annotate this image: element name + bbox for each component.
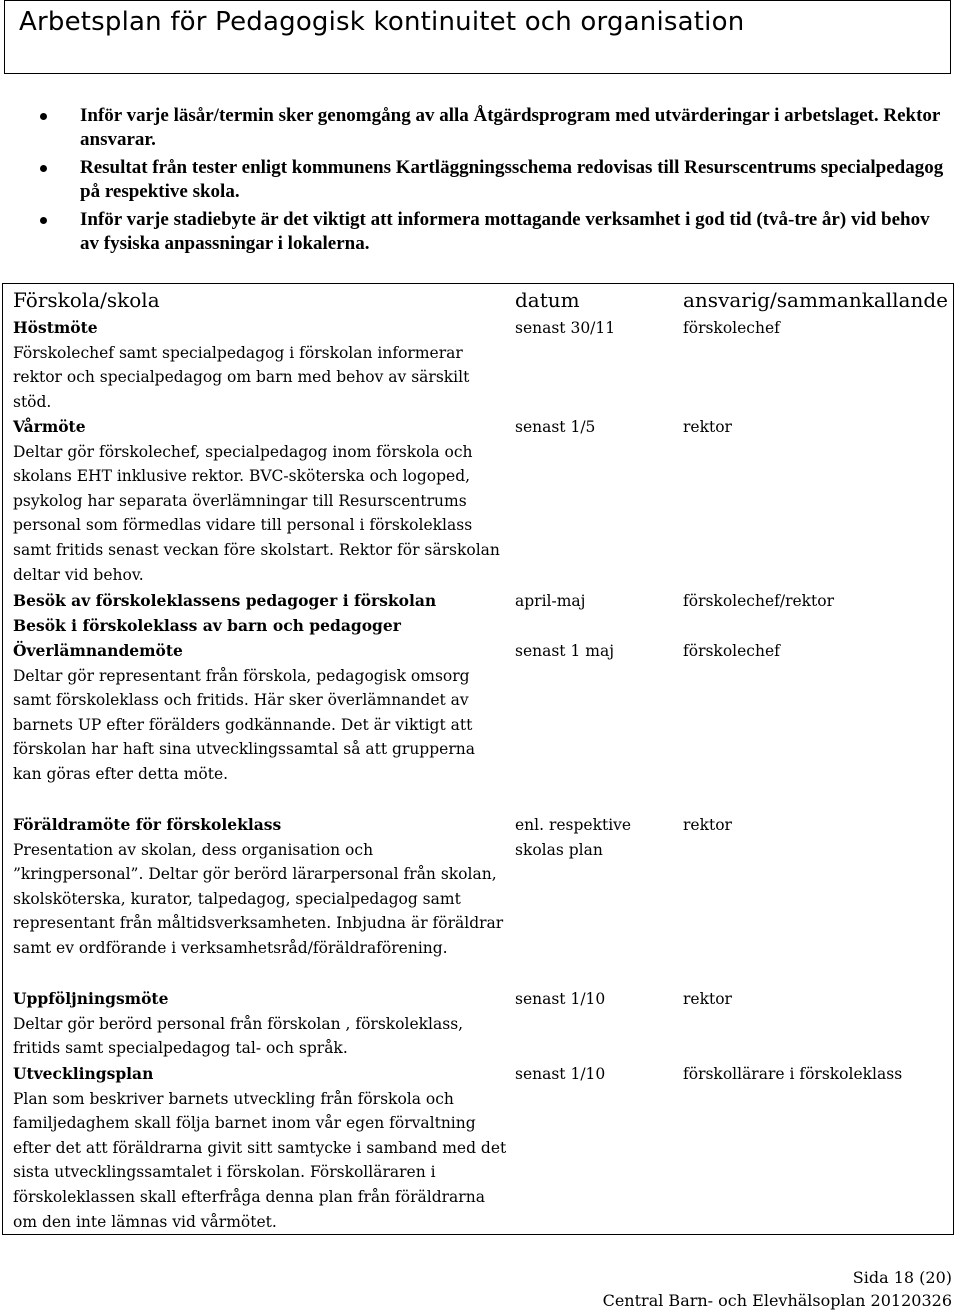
row-description: Förskolechef samt specialpedagog i förskolan informerar rektor och specialpedagog om barn med behov av särskilt stöd.: [13, 343, 470, 411]
page-title: Arbetsplan för Pedagogisk kontinuitet och organisation: [19, 7, 745, 37]
row-date: senast 1/10: [515, 1065, 606, 1083]
row-title: Utvecklingsplan: [13, 1064, 154, 1083]
bullet-item: Inför varje stadiebyte är det viktigt att informera mottagande verksamhet i god tid (två-tre år) vid behov av fysiska anpassningar i lokalerna.: [40, 208, 945, 256]
row-title: Besök av förskoleklassens pedagoger i förskolan: [13, 591, 437, 610]
bullet-icon: [40, 165, 47, 172]
page-number: Sida 18 (20): [852, 1268, 952, 1287]
row-content: [13, 415, 508, 587]
row-description: Deltar gör förskolechef, specialpedagog inom förskola och skolans EHT inklusive rektor. BVC-sköterska och logoped, psykolog har separata överlämningar till Resurscentrums personal som förmedlas vidare till personal i förskoleklass samt fritids senast veckan före skolstart. Rektor för särskolan deltar vid behov.: [13, 442, 500, 584]
column-header-responsible: ansvarig/sammankallande: [683, 288, 948, 312]
row-responsible: förskolechef/rektor: [683, 592, 835, 610]
row-content: [13, 1062, 508, 1234]
row-description: Plan som beskriver barnets utveckling från förskola och familjedaghem skall följa barnet inom vår egen förvaltning efter det att föräldrarna givit sitt samtycke i samband med det sista utvecklingssamtalet i förskolan. Förskolläraren i förskoleklassen skall efterfråga denna plan från föräldrarna om den inte lämnas vid vårmötet.: [13, 1089, 507, 1231]
row-title: Föräldramöte för förskoleklass: [13, 815, 282, 834]
row-content: [13, 987, 508, 1061]
row-title-secondary: Besök i förskoleklass av barn och pedagoger: [13, 615, 401, 635]
row-description: Deltar gör representant från förskola, pedagogisk omsorg samt förskoleklass och fritids. Här sker överlämnandet av barnets UP efter förälders godkännande. Det är viktigt att förskolan har haft sina utvecklingssamtal så att grupperna kan göras efter detta möte.: [13, 666, 475, 783]
bullet-list: [40, 104, 945, 260]
row-responsible: rektor: [683, 418, 732, 436]
row-date: enl. respektive skolas plan: [515, 816, 632, 859]
row-responsible: rektor: [683, 990, 732, 1008]
row-responsible: förskollärare i förskoleklass: [683, 1065, 903, 1083]
row-title: Uppföljningsmöte: [13, 989, 169, 1008]
row-content: [13, 639, 508, 787]
column-header-date: datum: [515, 288, 580, 312]
bullet-item: Inför varje läsår/termin sker genomgång av alla Åtgärdsprogram med utvärderingar i arbetslaget. Rektor ansvarar.: [40, 104, 945, 152]
row-date: senast 1/10: [515, 990, 606, 1008]
row-description: Deltar gör berörd personal från förskolan , förskoleklass, fritids samt specialpedagog tal- och språk.: [13, 1014, 464, 1058]
row-responsible: förskolechef: [683, 319, 780, 337]
row-content: [13, 813, 508, 961]
document-footer: Central Barn- och Elevhälsoplan 20120326: [602, 1291, 952, 1310]
header-box: [4, 0, 951, 74]
schedule-table: [2, 283, 954, 1235]
row-responsible: förskolechef: [683, 642, 780, 660]
bullet-icon: [40, 113, 47, 120]
row-date: senast 30/11: [515, 319, 616, 337]
row-title: Höstmöte: [13, 318, 98, 337]
bullet-item: Resultat från tester enligt kommunens Kartläggningsschema redovisas till Resurscentrums specialpedagog på respektive skola.: [40, 156, 945, 204]
row-responsible: rektor: [683, 816, 732, 834]
row-description: Presentation av skolan, dess organisation och ”kringpersonal”. Deltar gör berörd lärarpersonal från skolan, skolsköterska, kurator, talpedagog, specialpedagog samt representant från måltidsverksamheten. Inbjudna är föräldrar samt ev ordförande i verksamhetsråd/föräldraförening.: [13, 840, 504, 957]
bullet-icon: [40, 217, 47, 224]
column-header-school: Förskola/skola: [13, 288, 160, 312]
row-title: Överlämnandemöte: [13, 641, 183, 660]
row-content: [13, 589, 508, 638]
row-date: senast 1/5: [515, 418, 596, 436]
row-title: Vårmöte: [13, 417, 86, 436]
row-content: [13, 316, 508, 414]
row-date: april-maj: [515, 592, 586, 610]
row-date: senast 1 maj: [515, 642, 614, 660]
